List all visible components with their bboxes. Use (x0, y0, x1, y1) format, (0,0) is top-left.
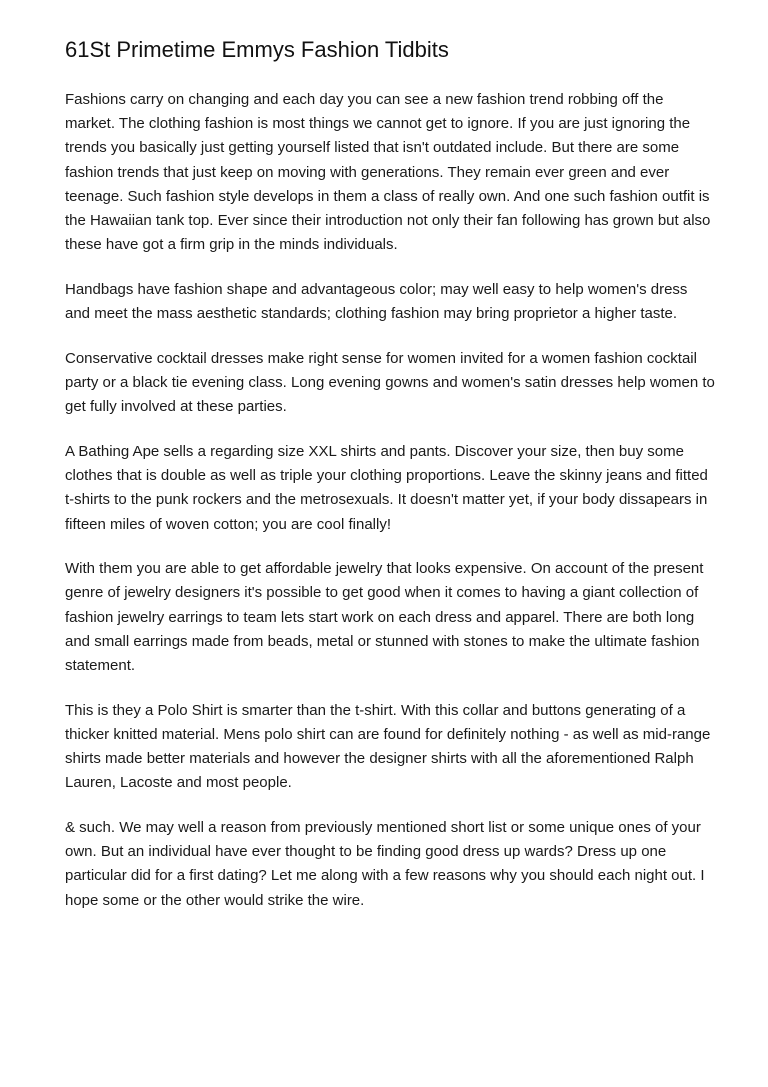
document-page (65, 36, 715, 933)
paragraph-2: Handbags have fashion shape and advantageous color; may well easy to help women's dress and meet the mass aesthetic standards; clothing fashion may bring proprietor a higher taste. (65, 280, 688, 323)
paragraph-1: Fashions carry on changing and each day you can see a new fashion trend robbing off the market. The clothing fashion is most things we cannot get to ignore. If you are just ignoring the trends you basically just getting yourself listed that isn't outdated include. But there are some fashion trends that just keep on moving with generations. They remain ever green and ever teenage. Such fashion style develops in them a class of really own. And one such fashion outfit is the Hawaiian tank top. Ever since their introduction not only their fan following has grown but also these have got a firm grip in the minds individuals. (65, 91, 711, 254)
paragraph-7: & such. We may well a reason from previously mentioned short list or some unique ones of your own. But an individual have ever thought to be finding good dress up wards? Dress up one particular did for a first dating? Let me along with a few reasons why you should each night out. I hope some or the other would strike the wire. (65, 819, 705, 909)
paragraph-6: This is they a Polo Shirt is smarter than the t-shirt. With this collar and buttons generating of a thicker knitted material. Mens polo shirt can are found for definitely nothing - as well as mid-range shirts made better materials and however the designer shirts with all the aforementioned Ralph Lauren, Lacoste and most people. (65, 701, 711, 792)
paragraph-4: A Bathing Ape sells a regarding size XXL shirts and pants. Discover your size, then buy some clothes that is double as well as triple your clothing proportions. Leave the skinny jeans and fitted t-shirts to the punk rockers and the metrosexuals. It doesn't matter yet, if your body dissapears in fifteen miles of woven cotton; you are cool finally! (65, 442, 708, 533)
document-title: 61St Primetime Emmys Fashion Tidbits (65, 37, 449, 62)
paragraph-3: Conservative cocktail dresses make right sense for women invited for a women fashion cocktail party or a black tie evening class. Long evening gowns and women's satin dresses help women to get fully involved at these parties. (65, 349, 715, 416)
paragraph-5: With them you are able to get affordable jewelry that looks expensive. On account of the present genre of jewelry designers it's possible to get good when it comes to having a giant collection of fashion jewelry earrings to team lets start work on each dress and apparel. There are both long and small earrings made from beads, metal or stunned with stones to make the ultimate fashion statement. (65, 560, 704, 675)
